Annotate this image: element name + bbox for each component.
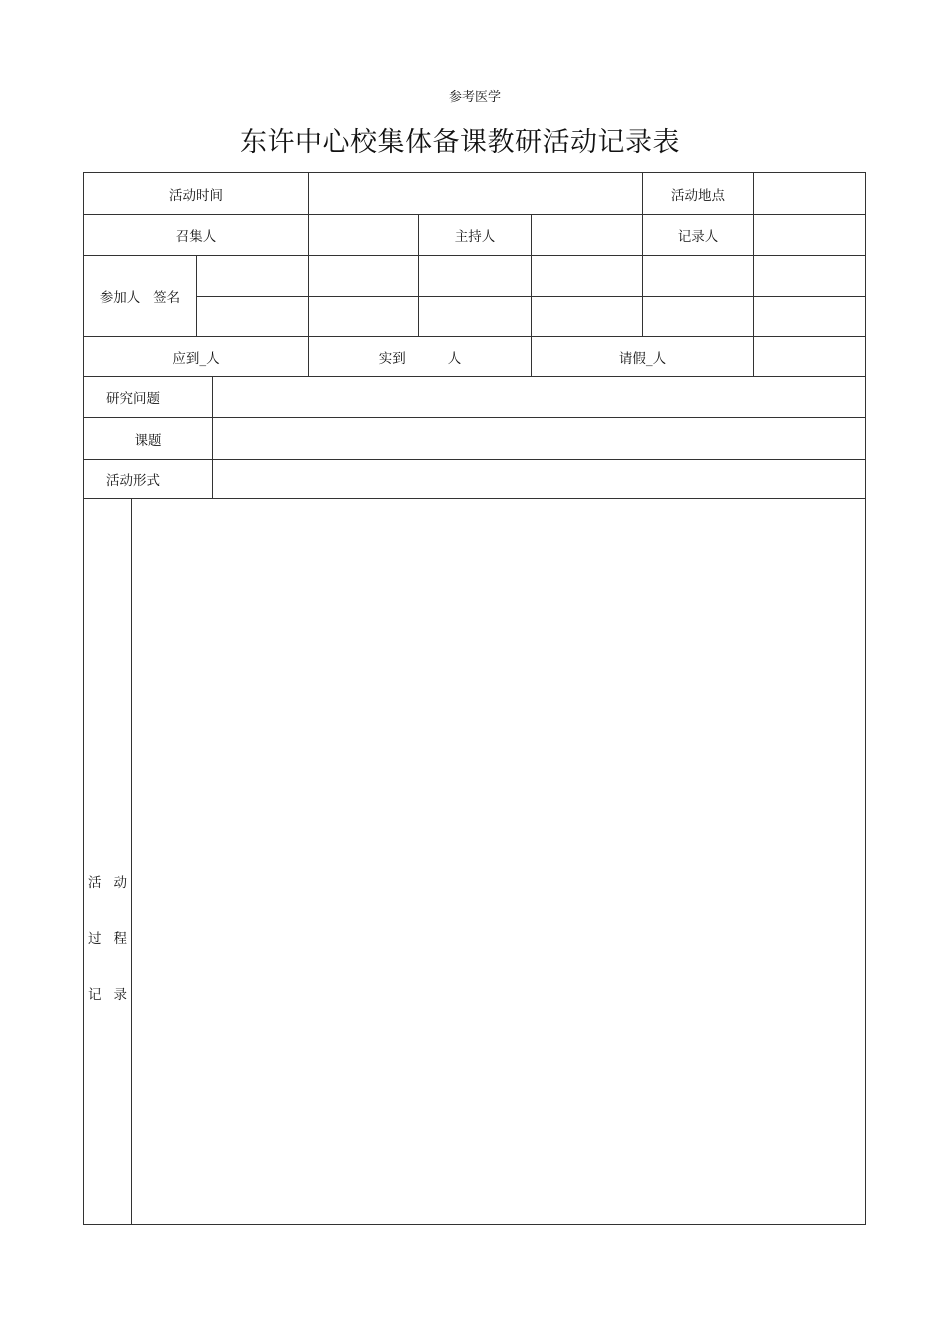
- label-research-question: 研究问题: [83, 376, 213, 418]
- field-host[interactable]: [531, 214, 643, 256]
- sign-field[interactable]: [418, 255, 532, 297]
- sign-field[interactable]: [753, 255, 866, 297]
- sign-field[interactable]: [642, 296, 754, 337]
- label-activity-form: 活动形式: [83, 459, 213, 499]
- field-activity-time[interactable]: [308, 172, 643, 215]
- header-note: 参考医学: [448, 90, 501, 105]
- field-recorder[interactable]: [753, 214, 866, 256]
- process-record-line-2: 过程: [88, 930, 139, 947]
- label-participants-sign: [83, 255, 197, 337]
- field-activity-form[interactable]: [212, 459, 866, 499]
- label-activity-location: 活动地点: [642, 172, 754, 215]
- sign-field[interactable]: [753, 296, 866, 337]
- process-record-line-3: 记录: [88, 986, 139, 1003]
- process-record-line-1: 活动: [88, 874, 139, 891]
- field-process-record[interactable]: [131, 498, 866, 1225]
- sign-field[interactable]: [418, 296, 532, 337]
- field-activity-location[interactable]: [753, 172, 866, 215]
- actual-attend-suffix: 人: [447, 350, 462, 367]
- label-host: 主持人: [418, 214, 532, 256]
- label-actual-attend: [308, 336, 532, 377]
- sign-field[interactable]: [308, 255, 419, 297]
- sign-field[interactable]: [196, 296, 309, 337]
- sign-field[interactable]: [308, 296, 419, 337]
- sign-field[interactable]: [196, 255, 309, 297]
- sign-field[interactable]: [531, 296, 643, 337]
- field-topic[interactable]: [212, 417, 866, 460]
- label-process-record: [83, 498, 139, 1225]
- participants-sign-text: 参加人 签名: [99, 290, 181, 306]
- sign-field[interactable]: [642, 255, 754, 297]
- actual-attend-prefix: 实到: [378, 350, 406, 367]
- label-should-attend: 应到_人: [83, 336, 309, 377]
- field-leave[interactable]: [753, 336, 866, 377]
- field-convener[interactable]: [308, 214, 419, 256]
- page-title: 东许中心校集体备课教研活动记录表: [240, 127, 680, 158]
- label-topic: 课题: [83, 417, 213, 460]
- label-leave: 请假_人: [531, 336, 754, 377]
- label-activity-time: 活动时间: [83, 172, 309, 215]
- sign-field[interactable]: [531, 255, 643, 297]
- field-research-question[interactable]: [212, 376, 866, 418]
- label-recorder: 记录人: [642, 214, 754, 256]
- label-convener: 召集人: [83, 214, 309, 256]
